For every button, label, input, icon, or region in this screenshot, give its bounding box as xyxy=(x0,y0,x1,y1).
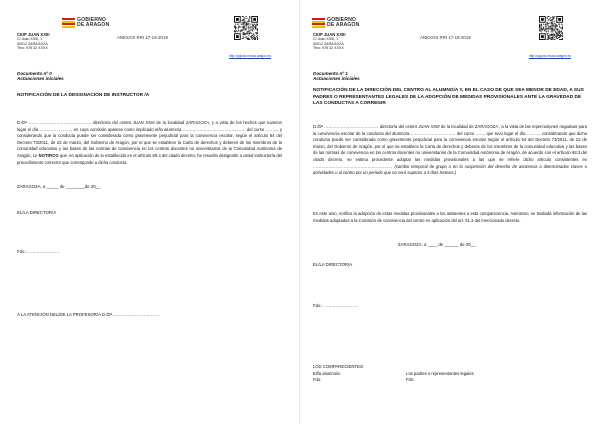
document-subtitle: Actuaciones iniciales xyxy=(313,76,360,81)
attention-line: A LA ATENCIÓN DEL/DE LA PROFESOR/A D./Dª…………………………… xyxy=(17,312,160,317)
notification-paragraph-2: En este acto, notifico la adopción de estas medidas provisionales a los asistentes a esta comparecencia. Asimismo, se traslada información de las medidas adoptadas a la Comisión de convivencia del centro en aplicación del art. 61.3 del mencionado decreto. xyxy=(313,211,587,223)
parents-label: Los padres o representantes legales xyxy=(406,371,474,376)
qr-code-icon xyxy=(539,16,563,40)
school-postal: 50012 ZARAGOZA xyxy=(313,41,344,46)
logo-line2: DE ARAGON xyxy=(77,22,110,29)
notification-heading: NOTIFICACIÓN DE LA DESIGNACIÓN DE INSTRUCTOR /A xyxy=(17,93,150,98)
aragon-flag-icon xyxy=(62,18,75,29)
student-label: El/la alumno/a: xyxy=(313,371,341,376)
signer-title: EL/LA DIRECTOR/A xyxy=(313,262,353,267)
page-right xyxy=(300,0,600,424)
logo-line2: DE ARAGON xyxy=(327,22,360,29)
notification-body: D./Dª ……………………………………… director/a del centro JUAN XXIII de la localidad ZARAGOZA, y a vista de los hechos que tuvieron lugar el día ………………….., en cuya comisión aparece como implicado el/la alumno/a ……………………………………… del curso ……..., y considerando que la conducta puede ser considerada como gravemente perjudicial para la convivencia escolar, según el artículo 64 del Decreto 73/2011, de 22 de marzo, del Gobierno de Aragón, por el que se establece la Carta de derechos y deberes de los miembros de la comunidad educativa y las bases de las normas de convivencia en los centros docentes no universitarios de la Comunidad Autónoma de Aragón, Le NOTIFICO que, en aplicación de lo establecido en el artículo 69.3 del citado decreto, he resuelto designarle a usted instructor/a del procedimiento corrector que corresponde a dicha conducta. xyxy=(17,120,282,165)
document-subtitle: Actuaciones iniciales xyxy=(17,76,64,81)
signature-line: Fdo.: …………………. xyxy=(17,249,60,254)
date-line: ZARAGOZA, a ____ de ______ de 20__. xyxy=(398,242,477,247)
school-phone: Tfno: 976 32 XXXX xyxy=(313,45,344,50)
school-address: C/ Juan XXIII, 1 xyxy=(313,37,339,42)
qr-code-icon xyxy=(234,16,258,40)
school-address: C/ Juan XXIII, 1 xyxy=(17,37,43,42)
annex-reference: ANEXOS RRI 17-18-2019 xyxy=(420,35,471,40)
attendees-heading: LOS COMPARECIENTES: xyxy=(313,364,365,369)
gobierno-aragon-logo xyxy=(312,18,359,29)
document-number: Documento nº 0 xyxy=(17,71,52,76)
school-info xyxy=(17,33,50,50)
signature-line: Fdo.: …………………… xyxy=(313,303,359,308)
school-info xyxy=(313,33,346,50)
document-number: Documento nº 1 xyxy=(313,71,348,76)
website-link[interactable]: http://cpjuan.educa.aragon.es xyxy=(529,54,571,58)
gobierno-aragon-logo xyxy=(62,18,109,29)
notification-body: D./Dª ………………………………… director/a del centro JUAN XXIII de la localidad de ZARAGOZA , a la vista de las repercusiones negativas para la convivencia escolar de la conducta del alumno/a…………………………… del curso ……, que tuvo lugar el día ………, considerando que dicha conducta puede ser considerada como gravemente perjudicial para la convivencia escolar según el artículo 64 del Decreto 73/2011, de 22 de marzo, del Gobierno de Aragón, por el que se establece la Carta de derechos y deberes de los miembros de la comunidad educativa y las bases de las normas de convivencia en los centros docentes no universitarios de la Comunidad Autónoma de Aragón, de acuerdo con el artículo 68.3 del citado decreto, se estima procedente adoptar las medidas provisionales a las que se refiere dicho artículo consistentes en ………………………………………………… (cambio temporal de grupo o en la suspensión del derecho de asistencia a determinadas clases o actividades o al centro por un periodo que no será superior a 5 días lectivos.) xyxy=(313,124,588,176)
parents-signature: Fdo: xyxy=(406,377,415,382)
logo-line1: GOBIERNO xyxy=(77,17,107,23)
signer-title: EL/LA DIRECTOR/A xyxy=(17,210,57,215)
school-postal: 50012 ZARAGOZA xyxy=(17,41,48,46)
annex-reference: ANEXOS RRI 17-18-2019 xyxy=(117,35,168,40)
notification-heading: NOTIFICACIÓN DE LA DIRECCIÓN DEL CENTRO AL ALUMNO/A Y, EN EL CASO DE QUE SEA MENOR DE EDAD, A SUS PADRES O REPRESENTANTES LEGALES DE LA ADOPCIÓN DE MEDIDAS PROVISIONALES ANTE LA GRAVEDAD DE LAS CONDUCTAS A CORREGIR xyxy=(313,88,584,107)
student-signature: Fdo: xyxy=(313,377,322,382)
website-link[interactable]: http://cpjuan.educa.aragon.es xyxy=(229,54,271,58)
aragon-flag-icon xyxy=(312,18,325,29)
school-name: CEIP JUAN XXIII xyxy=(313,32,346,37)
date-line: ZARAGOZA, a _____ de ________de 20__. xyxy=(17,184,102,189)
school-name: CEIP JUAN XXIII xyxy=(17,32,50,37)
logo-line1: GOBIERNO xyxy=(327,17,357,23)
school-phone: Tfno: 976 32 XXXX xyxy=(17,45,48,50)
